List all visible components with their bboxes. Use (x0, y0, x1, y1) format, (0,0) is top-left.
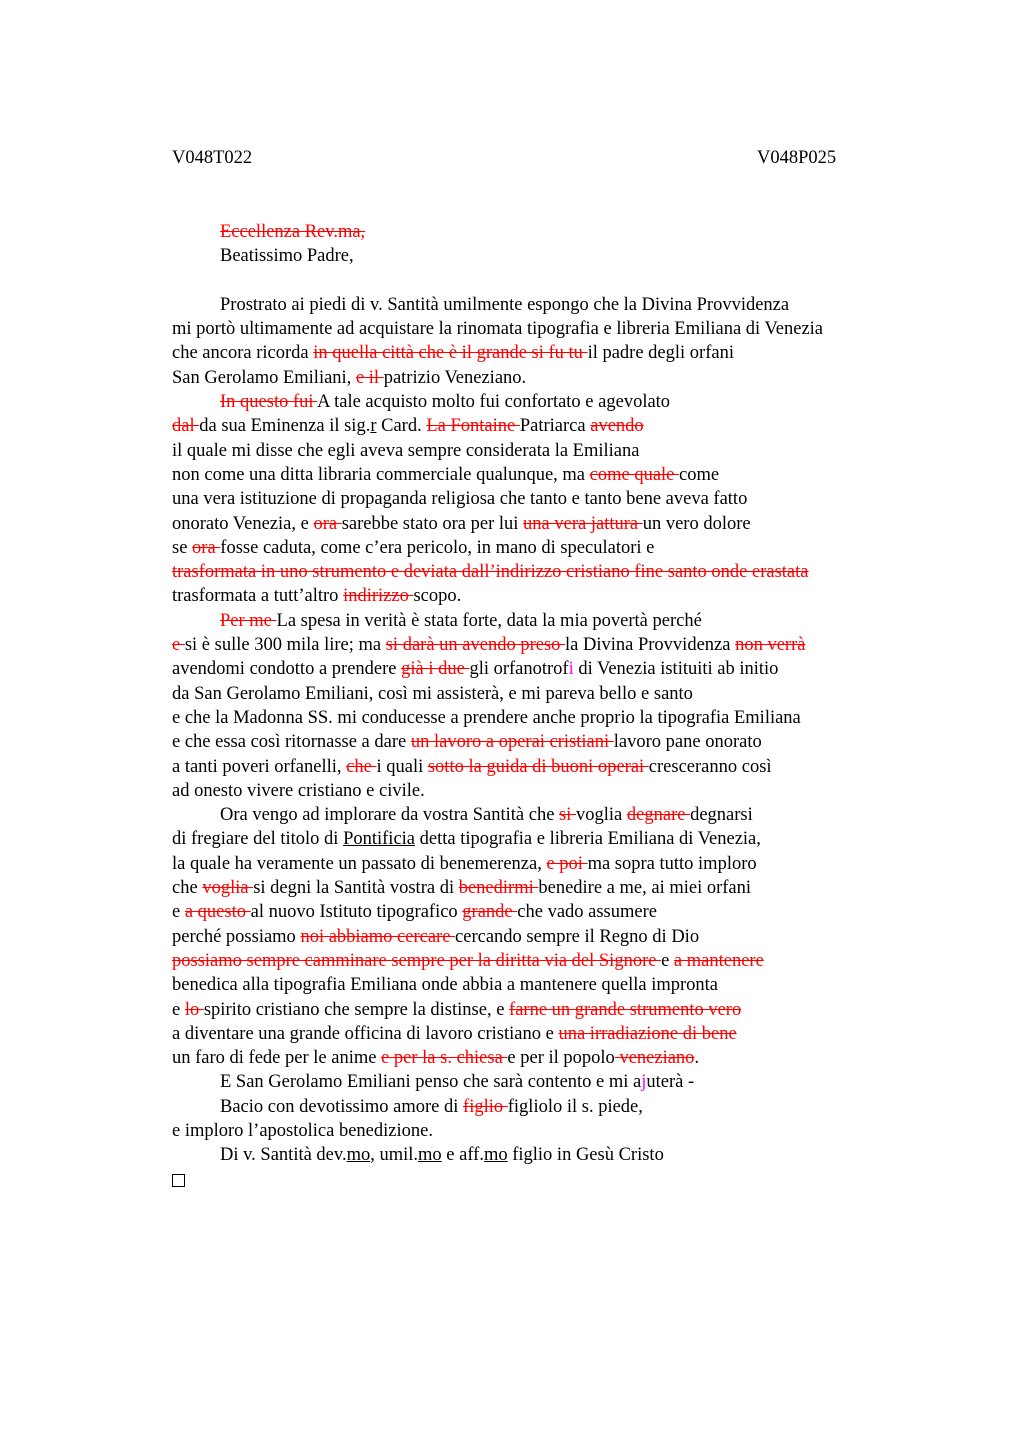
text-segment: e aff. (441, 1145, 484, 1166)
text-segment: spirito cristiano che sempre la distinse, e (203, 999, 510, 1020)
text-segment: e (661, 950, 674, 971)
empty-box-icon (172, 1174, 185, 1187)
text-segment: un faro di fede per le anime (172, 1048, 382, 1069)
text-segment: come (679, 464, 720, 485)
text-line (172, 560, 932, 584)
text-segment: figlio in Gesù Cristo (507, 1145, 664, 1166)
text-segment: si è sulle 300 mila lire; ma (184, 635, 386, 656)
text-segment: il quale mi disse che egli aveva sempre considerata la Emiliana (172, 440, 640, 461)
text-segment: Di v. Santità dev. (220, 1145, 347, 1166)
text-segment: Patriarca (519, 416, 591, 437)
text-segment: un vero dolore (642, 513, 751, 534)
deleted-text: avendo (590, 416, 644, 437)
text-segment: se (172, 537, 193, 558)
letter-body (172, 220, 932, 1192)
deleted-text: a mantenere (673, 950, 764, 971)
text-segment: ma sopra tutto imploro (587, 853, 757, 874)
text-line (172, 657, 932, 681)
text-segment: E San Gerolamo Emiliani penso che sarà contento e mi a (220, 1072, 642, 1093)
text-line (172, 852, 932, 876)
text-segment: ad onesto vivere cristiano e civile. (172, 780, 425, 801)
text-segment: voglia (576, 805, 627, 826)
deleted-text: grande (462, 902, 518, 923)
deleted-text: a questo (184, 902, 251, 923)
text-segment: sarebbe stato ora per lui (341, 513, 524, 534)
text-segment: . (694, 1048, 700, 1069)
text-segment: fosse caduta, come c’era pericolo, in mano di speculatori e (220, 537, 655, 558)
deleted-text: e (172, 635, 185, 656)
blank-line (172, 269, 932, 293)
deleted-text: sotto la guida di buoni operai (427, 756, 649, 777)
text-segment: a diventare una grande officina di lavoro cristiano e (172, 1023, 559, 1044)
text-segment: Card. (376, 416, 427, 437)
deleted-text: ora (192, 537, 221, 558)
text-segment: onorato Venezia, e (172, 513, 314, 534)
text-line (172, 876, 932, 900)
text-line (172, 366, 932, 390)
header-right-code: V048P025 (757, 148, 837, 168)
text-segment: e che essa così ritornasse a dare (172, 732, 411, 753)
deleted-text: veneziano (614, 1048, 695, 1069)
text-segment: una vera istituzione di propaganda religiosa che tanto e tanto bene aveva fatto (172, 489, 748, 510)
text-segment: di Venezia istituiti ab initio (573, 659, 779, 680)
deleted-text: benedirmi (458, 878, 539, 899)
text-line (172, 779, 932, 803)
text-segment: e imploro l’apostolica benedizione. (172, 1120, 433, 1141)
text-segment: si degni la Santità vostra di (253, 878, 459, 899)
underlined-text: r (370, 416, 377, 437)
inserted-letter: j (641, 1072, 647, 1093)
text-line (172, 220, 932, 244)
text-line (172, 487, 932, 511)
deleted-text: e poi (546, 853, 588, 874)
text-segment: e per il popolo (507, 1048, 615, 1069)
deleted-text: si (559, 805, 577, 826)
text-line (172, 1070, 932, 1094)
text-line (172, 244, 932, 268)
deleted-text: degnare (626, 805, 691, 826)
deleted-text: La Fontaine (426, 416, 520, 437)
deleted-text: possiamo sempre camminare sempre per la diritta via del Signore (172, 950, 662, 971)
text-segment: da sua Eminenza il sig. (199, 416, 371, 437)
text-line (172, 536, 932, 560)
text-line (172, 341, 932, 365)
text-segment: , umil. (370, 1145, 419, 1166)
deleted-text: trasformata in uno strumento e deviata dall’indirizzo cristiano fine santo onde erastata (172, 562, 809, 583)
text-line (172, 900, 932, 924)
text-line (172, 1095, 932, 1119)
text-line (172, 390, 932, 414)
text-line (172, 1046, 932, 1070)
text-line (172, 755, 932, 779)
text-segment: Beatissimo Padre, (220, 246, 354, 267)
deleted-text: Eccellenza Rev.ma, (220, 222, 366, 242)
underlined-text: Pontificia (343, 829, 416, 850)
deleted-text: come quale (589, 464, 680, 485)
text-segment: benedica alla tipografia Emiliana onde abbia a mantenere quella impronta (172, 975, 719, 996)
text-segment: di fregiare del titolo di (172, 829, 344, 850)
header-left-code: V048T022 (172, 148, 253, 168)
text-line (172, 973, 932, 997)
text-segment: avendomi condotto a prendere (172, 659, 402, 680)
underlined-text: mo (346, 1145, 371, 1166)
text-segment: perché possiamo (172, 926, 301, 947)
deleted-text: In questo fui (220, 392, 318, 413)
deleted-text: una vera jattura (523, 513, 643, 534)
text-segment: che (172, 878, 203, 899)
text-segment: lavoro pane onorato (613, 732, 762, 753)
text-segment: che vado assumere (517, 902, 657, 923)
end-marker-line (172, 1168, 932, 1192)
text-line (172, 706, 932, 730)
text-segment: La spesa in verità è stata forte, data la mia povertà perché (276, 610, 702, 631)
text-segment: figliolo il s. piede, (507, 1096, 643, 1117)
deleted-text: voglia (202, 878, 254, 899)
underlined-text: mo (418, 1145, 442, 1166)
text-segment: A tale acquisto molto fui confortato e agevolato (317, 392, 671, 413)
deleted-text: già i due (401, 659, 470, 680)
deleted-text: Per me (220, 610, 277, 631)
text-segment: non come una ditta libraria commerciale qualunque, ma (172, 464, 590, 485)
text-segment: trasformata a tutt’altro (172, 586, 344, 607)
text-segment: uterà - (646, 1072, 695, 1093)
text-segment: e (172, 999, 185, 1020)
text-segment: la Divina Provvidenza (565, 635, 736, 656)
text-line (172, 512, 932, 536)
text-line (172, 1119, 932, 1143)
text-line (172, 293, 932, 317)
inserted-letter: i (568, 659, 574, 680)
deleted-text: che (346, 756, 377, 777)
text-segment: il padre degli orfani (587, 343, 734, 364)
text-segment: i quali (376, 756, 428, 777)
text-segment: che ancora ricorda (172, 343, 314, 364)
text-segment: cresceranno così (648, 756, 772, 777)
text-line (172, 584, 932, 608)
deleted-text: figlio (463, 1096, 508, 1117)
text-segment: degnarsi (690, 805, 753, 826)
text-segment: patrizio Veneziano. (383, 367, 527, 388)
text-line (172, 317, 932, 341)
text-segment: e (172, 902, 185, 923)
text-line (172, 803, 932, 827)
deleted-text: in quella città che è il grande si fu tu (313, 343, 588, 364)
deleted-text: e per la s. chiesa (381, 1048, 508, 1069)
text-line (172, 1143, 932, 1167)
text-line (172, 998, 932, 1022)
deleted-text: farne un grande strumento vero (509, 999, 742, 1020)
text-segment: San Gerolamo Emiliani, (172, 367, 356, 388)
text-line (172, 949, 932, 973)
deleted-text: si darà un avendo preso (385, 635, 566, 656)
deleted-text: indirizzo (343, 586, 414, 607)
text-line (172, 1022, 932, 1046)
text-segment: scopo. (413, 586, 462, 607)
text-line (172, 827, 932, 851)
text-line (172, 609, 932, 633)
text-line (172, 414, 932, 438)
text-line (172, 925, 932, 949)
text-line (172, 463, 932, 487)
deleted-text: ora (313, 513, 342, 534)
text-segment: Prostrato ai piedi di v. Santità umilmente espongo che la Divina Provvidenza (220, 294, 790, 315)
text-line (172, 439, 932, 463)
text-segment: mi portò ultimamente ad acquistare la rinomata tipografia e libreria Emiliana di Venezia (172, 319, 824, 340)
deleted-text: e il (355, 367, 384, 388)
text-segment: detta tipografia e libreria Emiliana di Venezia, (415, 829, 761, 850)
text-segment: da San Gerolamo Emiliani, così mi assisterà, e mi pareva bello e santo (172, 683, 693, 704)
deleted-text: una irradiazione di bene (558, 1023, 737, 1044)
text-line (172, 682, 932, 706)
text-segment: Ora vengo ad implorare da vostra Santità che (220, 805, 560, 826)
deleted-text: noi abbiamo cercare (300, 926, 456, 947)
deleted-text: lo (184, 999, 204, 1020)
underlined-text: mo (483, 1145, 508, 1166)
text-segment: al nuovo Istituto tipografico (250, 902, 463, 923)
text-segment: a tanti poveri orfanelli, (172, 756, 347, 777)
text-line (172, 730, 932, 754)
deleted-text: non verrà (735, 635, 806, 656)
text-segment: la quale ha veramente un passato di benemerenza, (172, 853, 547, 874)
text-segment: cercando sempre il Regno di Dio (455, 926, 700, 947)
text-segment: gli orfanotrof (469, 659, 569, 680)
text-line (172, 633, 932, 657)
text-segment: e che la Madonna SS. mi conducesse a prendere anche proprio la tipografia Emiliana (172, 707, 801, 728)
deleted-text: dal (172, 416, 200, 437)
text-segment: Bacio con devotissimo amore di (220, 1096, 464, 1117)
text-segment: benedire a me, ai miei orfani (538, 878, 752, 899)
deleted-text: un lavoro a operai cristiani (410, 732, 614, 753)
